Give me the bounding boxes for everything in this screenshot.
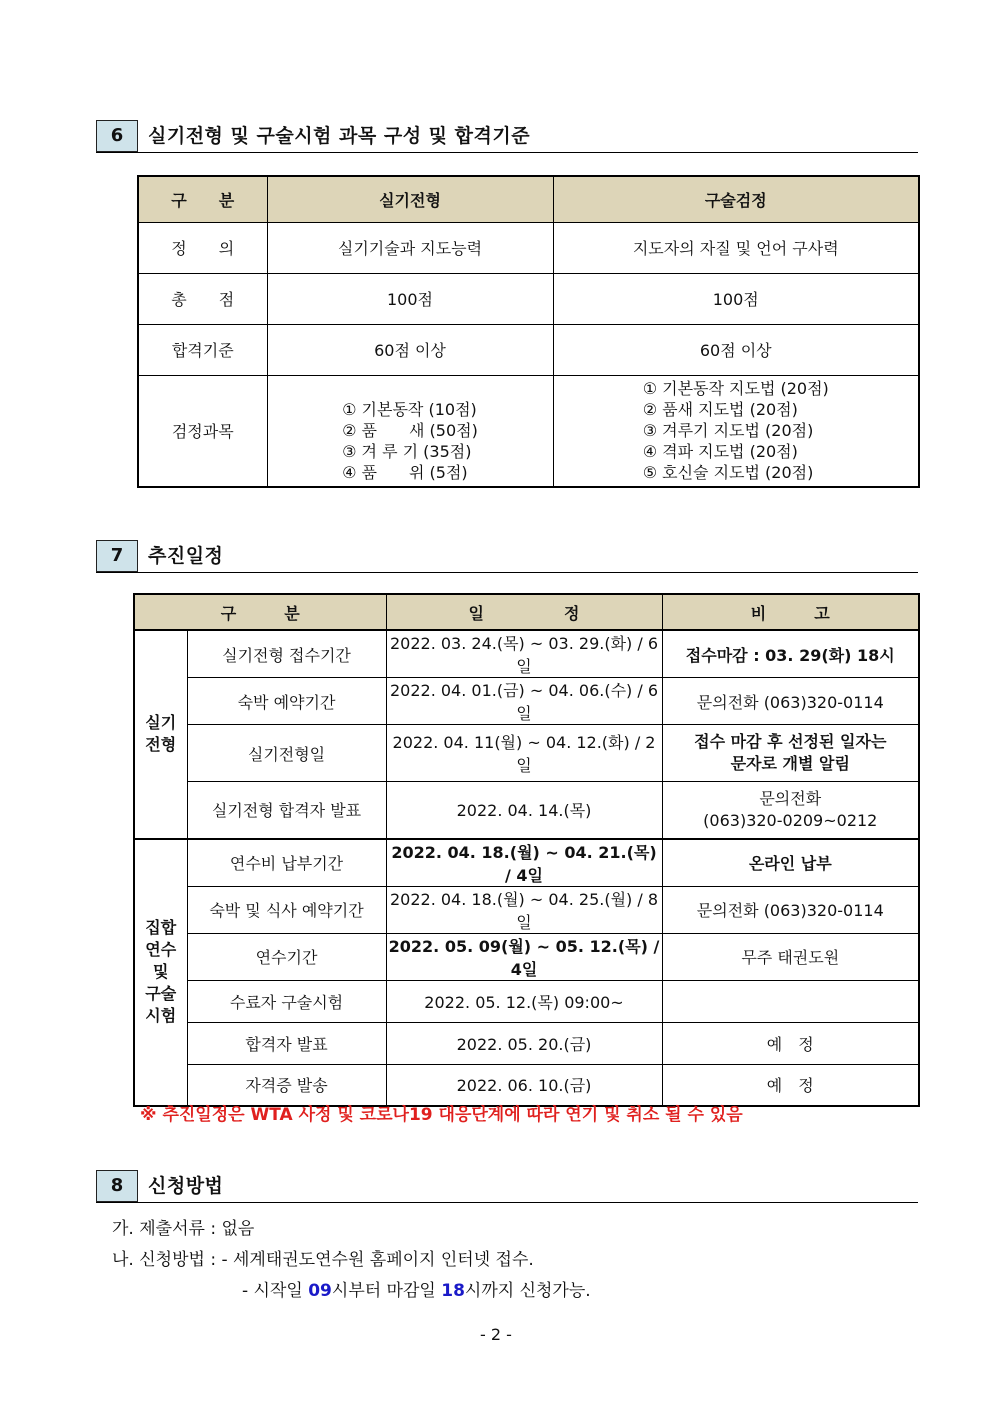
schedule-note: [662, 725, 919, 782]
schedule-note: 문의전화 (063)320-0114: [662, 678, 919, 725]
schedule-date: 2022. 06. 10.(금): [386, 1064, 662, 1106]
schedule-table: [133, 593, 920, 1107]
schedule-note: 접수마감 : 03. 29(화) 18시: [662, 630, 919, 678]
section-7-header: [96, 540, 918, 573]
list-item: ③ 겨루기 지도법 (20점): [642, 421, 814, 441]
schedule-item: 실기전형 접수기간: [187, 630, 386, 678]
practical-cell: 100점: [267, 273, 553, 324]
group-label-practical: [134, 630, 187, 839]
header-practical: 실기전형: [267, 176, 553, 222]
header-schedule: 일 정: [386, 594, 662, 630]
start-hour: 09: [308, 1281, 332, 1301]
schedule-date: 2022. 04. 18.(월) ~ 04. 25.(월) / 8일: [386, 886, 662, 933]
header-oral: 구술검정: [553, 176, 919, 222]
practical-subjects-cell: [267, 375, 553, 487]
header-category: 구 분: [134, 594, 386, 630]
note-line: 접수 마감 후 선정된 일자는: [694, 732, 887, 751]
schedule-date: 2022. 04. 14.(목): [386, 782, 662, 839]
group-label-line: 시험: [145, 1006, 177, 1026]
schedule-date: 2022. 03. 24.(목) ~ 03. 29.(화) / 6일: [386, 630, 662, 678]
section-6-header: [96, 120, 918, 153]
row-label: 총 점: [138, 273, 267, 324]
group-label-line: 구술: [145, 984, 177, 1004]
evaluation-table: [137, 175, 920, 488]
header-note: 비 고: [662, 594, 919, 630]
list-item: ② 품새 지도법 (20점): [642, 400, 798, 420]
note-line: 문의전화: [759, 788, 822, 808]
schedule-note: [662, 782, 919, 839]
practical-cell: 60점 이상: [267, 324, 553, 375]
schedule-item: 합격자 발표: [187, 1022, 386, 1064]
schedule-note: 예 정: [662, 1064, 919, 1106]
schedule-item: 자격증 발송: [187, 1064, 386, 1106]
row-label: 검정과목: [138, 375, 267, 487]
row-label: 합격기준: [138, 324, 267, 375]
group-label-line: 연수: [145, 940, 177, 960]
schedule-date: 2022. 05. 20.(금): [386, 1022, 662, 1064]
row-label: 정 의: [138, 222, 267, 273]
section-number: 7: [96, 540, 138, 572]
schedule-item: 수료자 구술시험: [187, 980, 386, 1022]
section-title: 실기전형 및 구술시험 과목 구성 및 합격기준: [148, 125, 531, 147]
end-hour: 18: [441, 1281, 465, 1301]
note-line: 문자로 개별 알림: [730, 754, 850, 773]
list-item: ① 기본동작 (10점): [342, 399, 477, 419]
oral-cell: 100점: [553, 273, 919, 324]
list-item: ④ 품 위 (5점): [342, 462, 468, 482]
schedule-note: 온라인 납부: [662, 839, 919, 887]
schedule-item: 숙박 예약기간: [187, 678, 386, 725]
schedule-notice: ※ 추진일정은 WTA 사정 및 코로나19 대응단계에 따라 연기 및 취소 될 수 있음: [140, 1105, 743, 1125]
group-label-line: 전형: [145, 735, 177, 755]
list-item: ② 품 새 (50점): [342, 420, 478, 440]
schedule-item: 연수비 납부기간: [187, 839, 386, 887]
group-label-line: 집합: [145, 918, 177, 938]
schedule-note: [662, 980, 919, 1022]
application-hours: [242, 1276, 591, 1301]
oral-cell: 지도자의 자질 및 언어 구사력: [553, 222, 919, 273]
oral-subjects-cell: [553, 375, 919, 487]
section-number: 6: [96, 120, 138, 152]
schedule-date: 2022. 04. 11(월) ~ 04. 12.(화) / 2일: [386, 725, 662, 782]
schedule-date: 2022. 04. 01.(금) ~ 04. 06.(수) / 6일: [386, 678, 662, 725]
list-item: ⑤ 호신술 지도법 (20점): [642, 463, 814, 483]
group-label-line: 및: [153, 962, 169, 982]
submission-documents: 가. 제출서류 : 없음: [112, 1219, 255, 1239]
section-number: 8: [96, 1170, 138, 1202]
schedule-item: 실기전형일: [187, 725, 386, 782]
section-title: 신청방법: [148, 1175, 224, 1197]
schedule-item: 연수기간: [187, 933, 386, 980]
group-label-line: 실기: [145, 713, 177, 733]
schedule-item: 숙박 및 식사 예약기간: [187, 886, 386, 933]
schedule-note: 예 정: [662, 1022, 919, 1064]
schedule-note: 무주 태권도원: [662, 933, 919, 980]
list-item: ③ 겨 루 기 (35점): [342, 441, 472, 461]
section-8-header: [96, 1170, 918, 1203]
text-span: - 시작일: [242, 1281, 309, 1301]
schedule-date: 2022. 04. 18.(월) ~ 04. 21.(목) / 4일: [386, 839, 662, 887]
section-title: 추진일정: [148, 545, 224, 567]
page-number: - 2 -: [480, 1325, 512, 1344]
schedule-note: 문의전화 (063)320-0114: [662, 886, 919, 933]
text-span: 시부터 마감일: [331, 1281, 442, 1301]
schedule-date: 2022. 05. 09(월) ~ 05. 12.(목) / 4일: [386, 933, 662, 980]
list-item: ④ 격파 지도법 (20점): [642, 442, 798, 462]
application-method: 나. 신청방법 : - 세계태권도연수원 홈페이지 인터넷 접수.: [112, 1250, 534, 1270]
group-label-training: [134, 839, 187, 1107]
schedule-date: 2022. 05. 12.(목) 09:00~: [386, 980, 662, 1022]
oral-cell: 60점 이상: [553, 324, 919, 375]
header-category: 구 분: [138, 176, 267, 222]
schedule-item: 실기전형 합격자 발표: [187, 782, 386, 839]
list-item: ① 기본동작 지도법 (20점): [642, 379, 829, 399]
note-line: (063)320-0209~0212: [703, 810, 878, 830]
text-span: 시까지 신청가능.: [464, 1281, 591, 1301]
practical-cell: 실기기술과 지도능력: [267, 222, 553, 273]
